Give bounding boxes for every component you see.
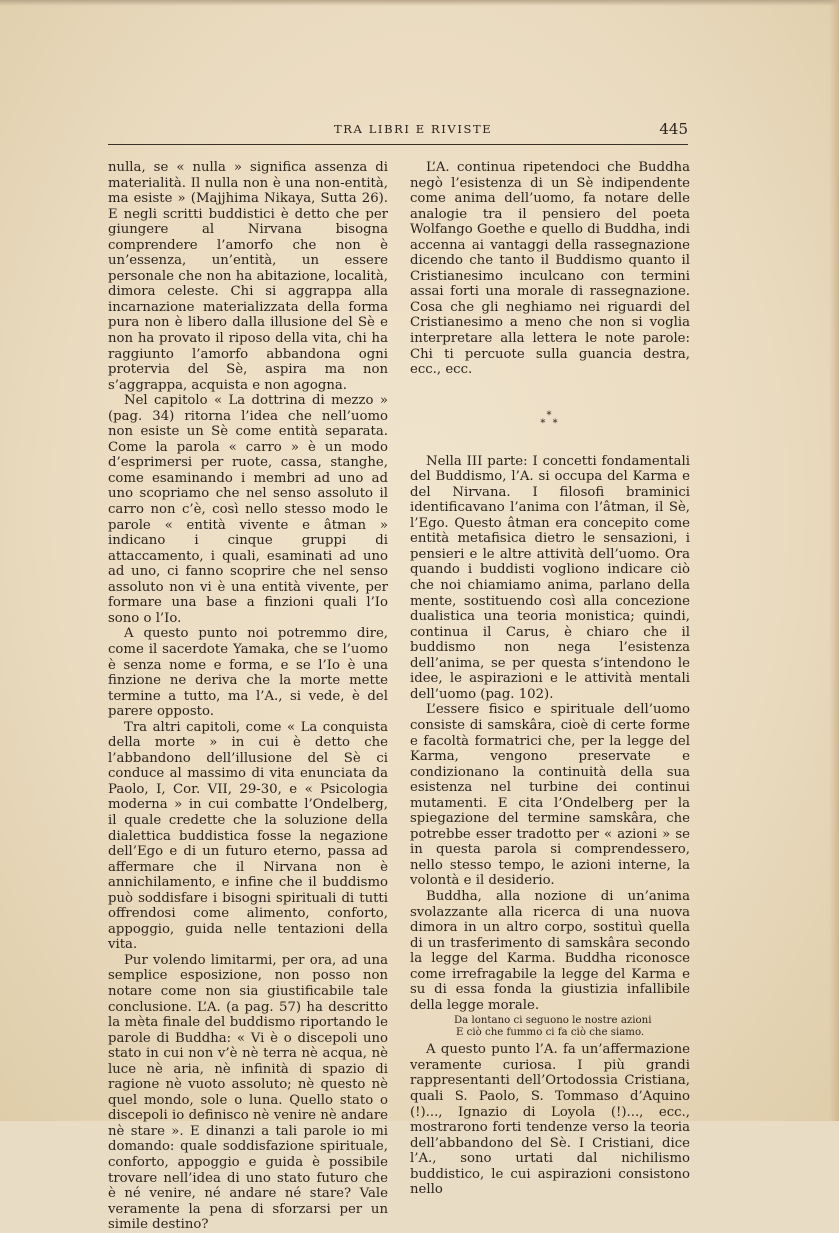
separator-bottom-stars: * * [540,417,560,429]
paragraph: Tra altri capitoli, come « La conquista della morte » in cui è detto che l’abbandono dell’illusione del Sè ci conduce al massimo di vita enunciata da Paolo, I, Cor. VII, 29-30, e « Psicologia moderna » in cui combatte l’Ondelberg, il quale credette che la soluzione della dialettica buddistica fosse la negazione dell’Ego e di un futuro eterno, passa ad affermare che il Nirvana non è annichilamento, e infine che il buddismo può soddisfare i bisogni spirituali di tutti offrendosi come alimento, conforto, appoggio, guida nelle tentazioni della vita. [108,719,388,953]
verse-quote [410,1015,690,1039]
page-number: 445 [659,120,688,138]
paragraph: Pur volendo limitarmi, per ora, ad una semplice esposizione, non posso non notare come non sia giustificabile tale conclusione. L’A. (a pag. 57) ha descritto la mèta finale del buddismo riportando le parole di Buddha: « Vi è o discepoli uno stato in cui non v’è nè terra nè acqua, nè luce nè aria, nè infinità di spazio di ragione nè vuoto assoluto; nè questo nè quel mondo, sole o luna. Quello stato o discepoli io definisco nè venire nè andare nè stare ». E dinanzi a tali parole io mi domando: quale soddisfazione spirituale, conforto, appoggio e guida è possibile trovare nell’idea di uno stato futuro che è né venire, né andare né stare? Vale veramente la pena di sforzarsi per un simile destino? [108,952,388,1233]
right-column [410,160,690,1198]
paragraph: Buddha, alla nozione di un’anima svolazzante alla ricerca di una nuova dimora in un altro corpo, sostituì quella di un trasferimento di samskâra secondo la legge del Karma. Buddha riconosce come irrefragabile la legge del Karma e su di essa fonda la giustizia infallibile della legge morale. [410,888,690,1013]
separator-top-star: * [546,409,554,421]
left-column [108,160,388,1233]
verse-line: E ciò che fummo ci fa ciò che siamo. [456,1027,645,1039]
page-header [108,122,688,142]
paper-edge-right [829,0,839,1121]
paragraph: A questo punto l’A. fa un’affermazione veramente curiosa. I più grandi rappresentanti dell’Ortodossia Cristiana, quali S. Paolo, S. Tommaso d’Aquino (!)..., Ignazio di Loyola (!)..., ecc., mostrarono forti tendenze verso la teoria dell’abbandono del Sè. I Cristiani, dice l’A., sono urtati dal nichilismo buddistico, le cui aspirazioni consistono nello [410,1042,690,1198]
paper-edge-top [0,0,839,6]
header-rule [108,144,688,145]
paragraph: Nella III parte: I concetti fondamentali del Buddismo, l’A. si occupa del Karma e del Nirvana. I filosofi braminici identificavano l’anima con l’âtman, il Sè, l’Ego. Questo âtman era concepito come entità metafisica dietro le sensazioni, i pensieri e le altre attività dell’uomo. Ora quando i buddisti vogliono indicare ciò che noi chiamiamo anima, parlano della mente, sostituendo così alla concezione dualistica una teoria monistica; quindi, continua il Carus, è chiaro che il buddismo non nega l’esistenza dell’anima, se per questa s’intendono le idee, le aspirazioni e le attività mentali dell’uomo (pag. 102). [410,453,690,702]
running-title: TRA LIBRI E RIVISTE [334,122,493,136]
paragraph: A questo punto noi potremmo dire, come il sacerdote Yamaka, che se l’uomo è senza nome e forma, e se l’Io è una finzione ne deriva che la morte mette termine a tutto, ma l’A., si vede, è del parere opposto. [108,626,388,720]
paragraph: Nel capitolo « La dottrina di mezzo » (pag. 34) ritorna l’idea che nell’uomo non esiste un Sè come entità separata. Come la parola « carro » è un modo d’esprimersi per ruote, cassa, stanghe, come esaminando i membri ad uno ad uno scopriamo che nel senso assoluto il carro non c’è, così nello stesso modo le parole « entità vivente e âtman » indicano i cinque gruppi di attaccamento, i quali, esaminati ad uno ad uno, ci fanno scoprire che nel senso assoluto non vi è una entità vivente, per formare una base a finzioni quali l’Io sono o l’Io. [108,393,388,626]
paragraph: nulla, se « nulla » significa assenza di materialità. Il nulla non è una non-entità, ma esiste » (Majjhima Nikaya, Sutta 26). E negli scritti buddistici è detto che per giungere al Nirvana bisogna comprendere l’amorfo che non è un’essenza, un’entità, un essere personale che non ha abitazione, località, dimora celeste. Chi si aggrappa alla incarnazione materializzata della forma pura non è libero dalla illusione del Sè e non ha provato il riposo della vita, chi ha raggiunto l’amorfo abbandona ogni protervia del Sè, aspira ma non s’aggrappa, acquista e non agogna. [108,160,388,393]
section-separator [410,409,690,429]
paragraph: L’essere fisico e spirituale dell’uomo consiste di samskâra, cioè di certe forme e facoltà formatrici che, per la legge del Karma, vengono preservate e condizionano la continuità della sua esistenza nel turbine dei continui mutamenti. E cita l’Ondelberg per la spiegazione del termine samskâra, che potrebbe esser tradotto per « azioni » se in questa parola si comprendessero, nello stesso tempo, le azioni interne, la volontà e il desiderio. [410,702,690,889]
paragraph: L’A. continua ripetendoci che Buddha negò l’esistenza di un Sè indipendente come anima dell’uomo, fa notare delle analogie tra il pensiero del poeta Wolfango Goethe e quello di Buddha, indi accenna ai vantaggi della rassegnazione dicendo che tanto il Buddismo quanto il Cristianesimo inculcano con termini assai forti una morale di rassegnazione. Cosa che gli neghiamo nei riguardi del Cristianesimo a meno che non si voglia interpretare alla lettera le note parole: Chi ti percuote sulla guancia destra, ecc., ecc. [410,160,690,378]
verse-line: Da lontano ci seguono le nostre azioni [454,1015,652,1027]
